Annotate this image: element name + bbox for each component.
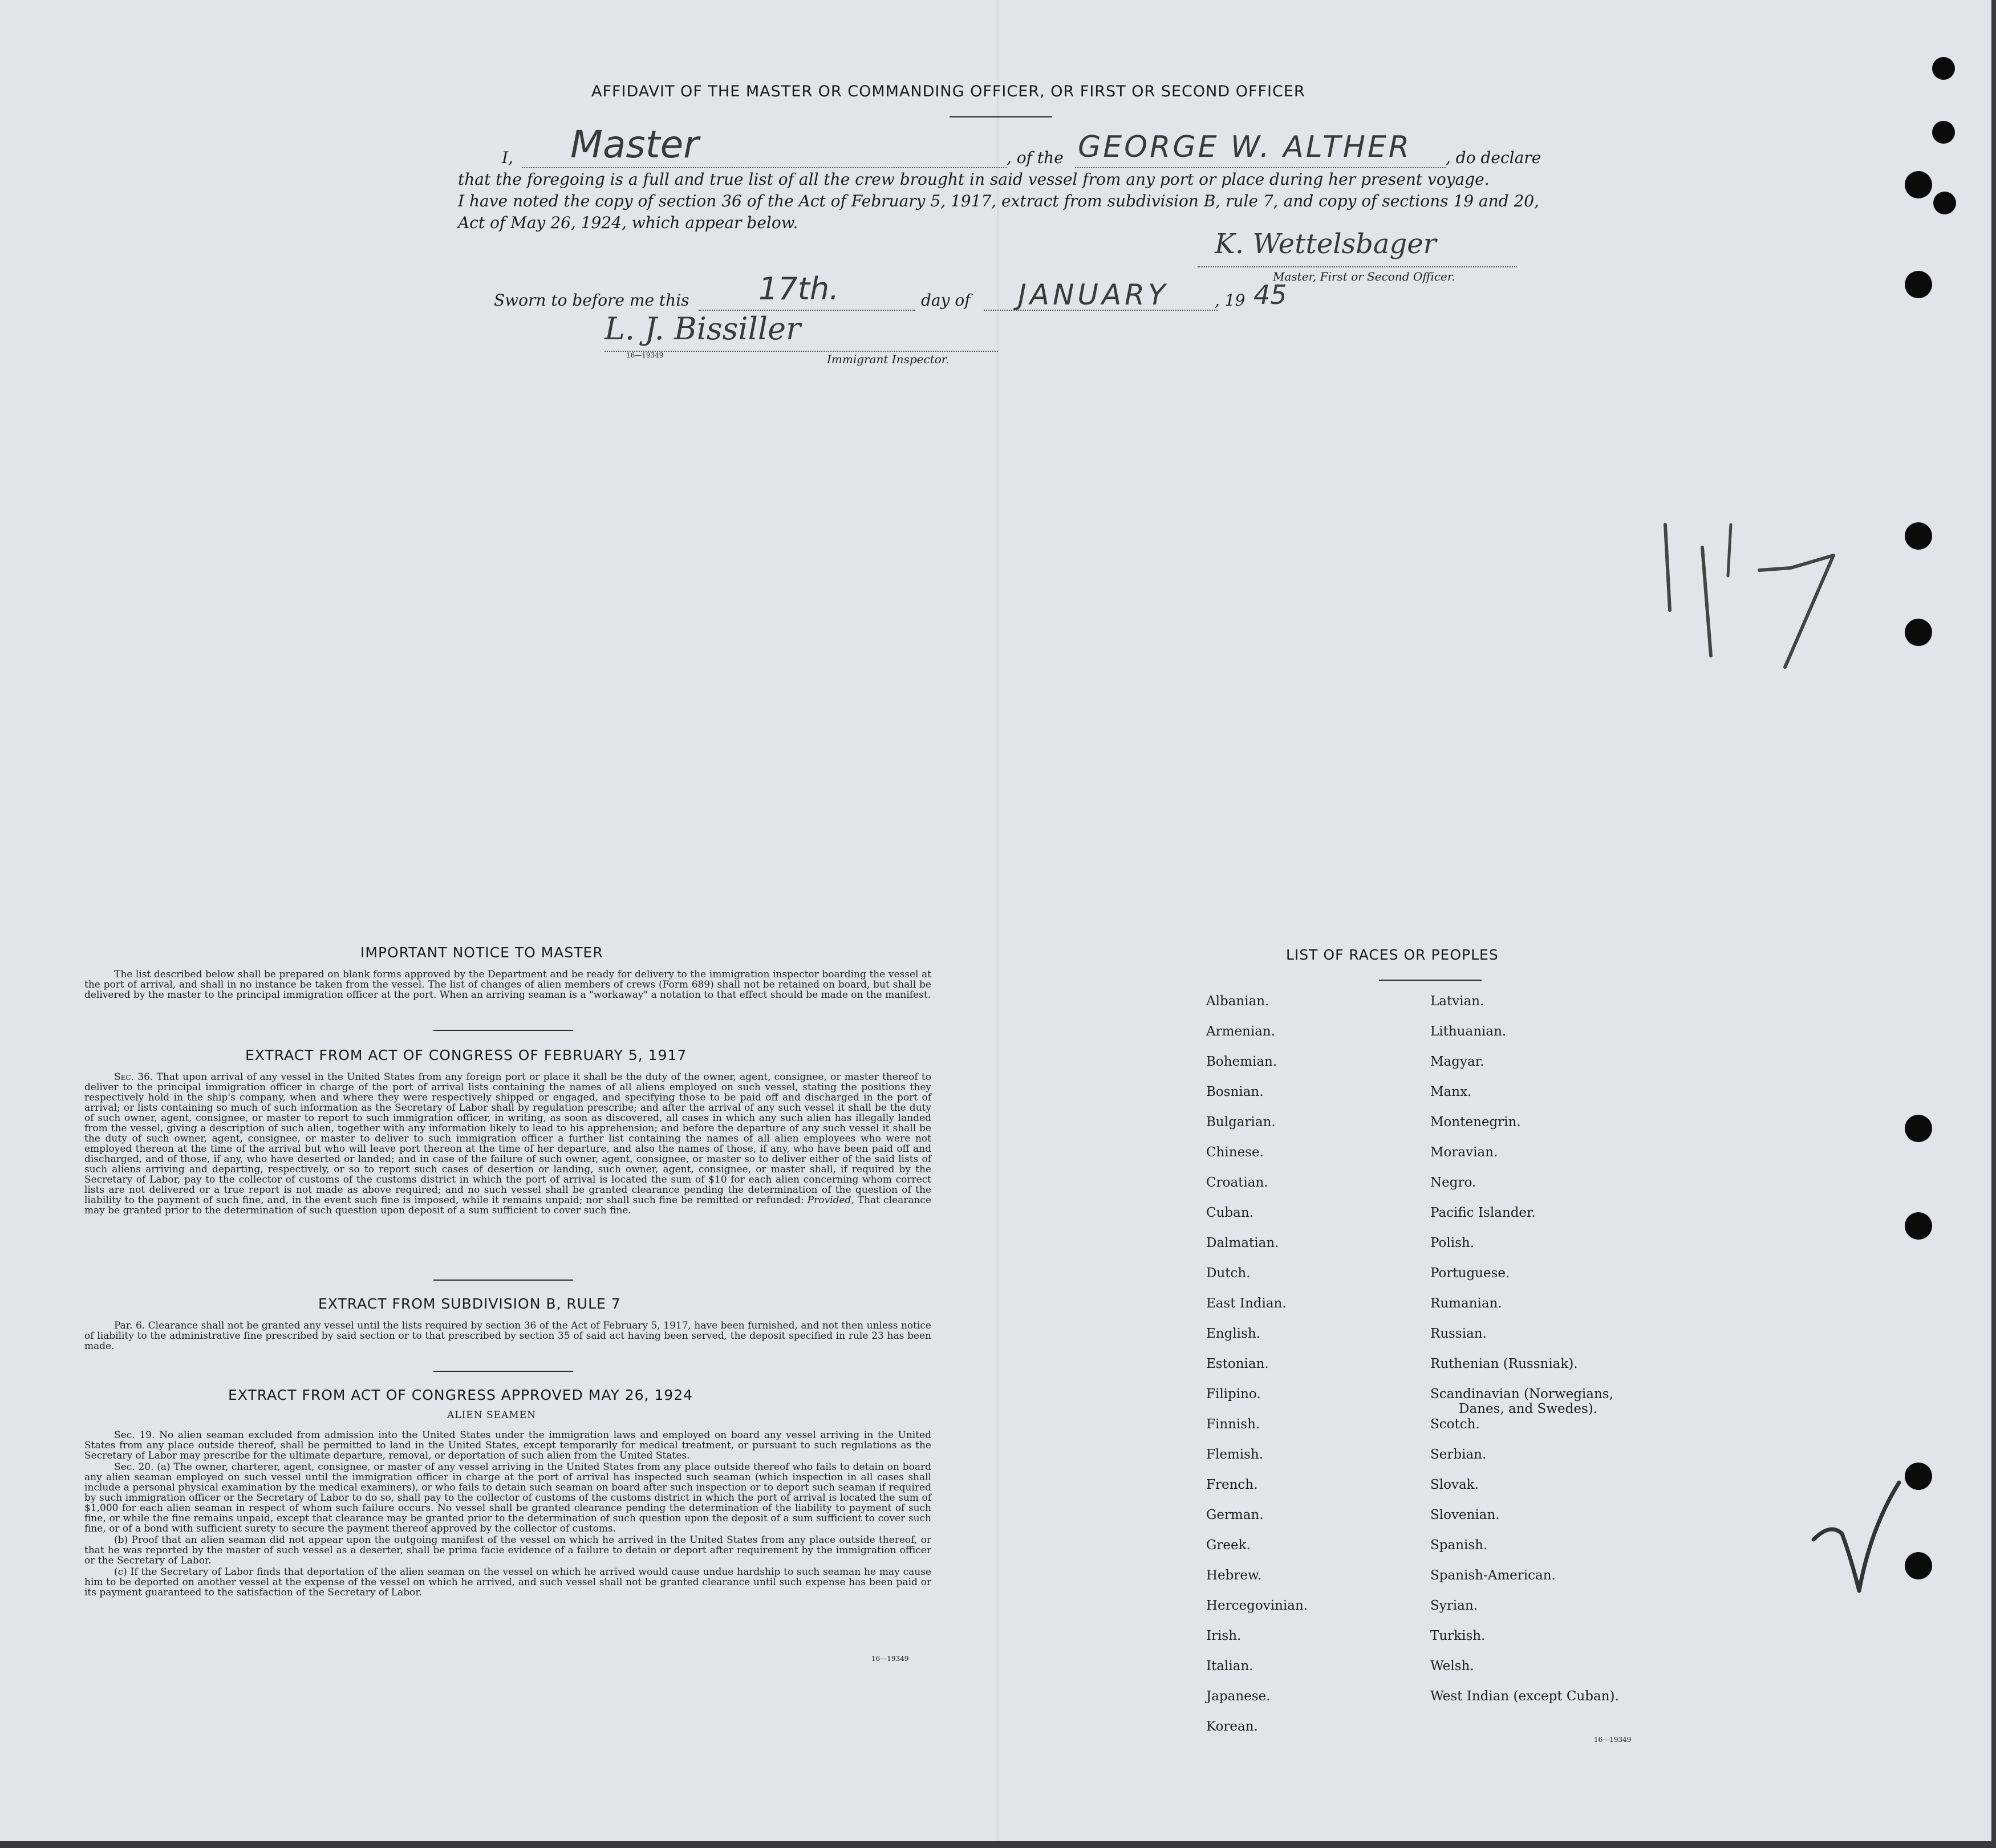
master-blank bbox=[522, 167, 1007, 168]
races-right-column bbox=[1430, 994, 1619, 1719]
punch-hole bbox=[1905, 1463, 1932, 1490]
race-item: Turkish. bbox=[1430, 1628, 1486, 1643]
form-number: 16—19349 bbox=[1594, 1736, 1632, 1744]
race-item: Russian. bbox=[1430, 1326, 1487, 1341]
race-item: Lithuanian. bbox=[1430, 1024, 1507, 1039]
punch-hole bbox=[1905, 271, 1932, 298]
form-number: 16—19349 bbox=[626, 351, 664, 359]
margin-note-1-17 bbox=[1642, 513, 1848, 684]
extract-1917-title: EXTRACT FROM ACT OF CONGRESS OF FEBRUARY 5, 1917 bbox=[245, 1047, 687, 1063]
check-mark bbox=[1808, 1477, 1905, 1602]
inspector-blank bbox=[605, 351, 998, 352]
race-item-line: Danes, and Swedes). bbox=[1459, 1402, 1598, 1416]
races-left-column bbox=[1206, 994, 1308, 1749]
sec-20b: (b) Proof that an alien seaman did not appear upon the outgoing manifest of the vessel on which he arrived in the United States from any place outside thereof, or that he was reported by the master of such vessel as a deserter, shall be prima facie evidence of a failure to detain or deport after requirement by the immigration officer or the Secretary of Labor. bbox=[84, 1534, 931, 1566]
race-item: Dutch. bbox=[1206, 1266, 1251, 1281]
affidavit-line-2: that the foregoing is a full and true list of all the crew brought in said vessel from any port or place during her present voyage. bbox=[458, 170, 1490, 189]
race-item: Polish. bbox=[1430, 1236, 1475, 1250]
year-handwritten: 45 bbox=[1253, 279, 1287, 310]
race-item-line: Scandinavian (Norwegians, bbox=[1430, 1387, 1613, 1402]
affidavit-i: I, bbox=[502, 148, 513, 167]
race-item: Latvian. bbox=[1430, 994, 1484, 1009]
race-item: Hercegovinian. bbox=[1206, 1598, 1308, 1613]
punch-hole bbox=[1933, 192, 1956, 214]
signature-blank bbox=[1198, 266, 1517, 267]
race-item: Welsh. bbox=[1430, 1659, 1474, 1674]
race-item: Ruthenian (Russniak). bbox=[1430, 1356, 1578, 1371]
notice-text bbox=[84, 969, 931, 1000]
race-item: Scotch. bbox=[1430, 1417, 1480, 1432]
race-item: Dalmatian. bbox=[1206, 1236, 1279, 1250]
punch-hole bbox=[1932, 121, 1955, 144]
race-item: Finnish. bbox=[1206, 1417, 1260, 1432]
race-item: Bulgarian. bbox=[1206, 1115, 1276, 1130]
extract-1924-text bbox=[84, 1430, 931, 1599]
race-item: Slovak. bbox=[1430, 1477, 1479, 1492]
master-signature-caption: Master, First or Second Officer. bbox=[1273, 270, 1455, 283]
punch-hole bbox=[1905, 1552, 1932, 1579]
of-the-label: , of the bbox=[1007, 148, 1064, 167]
punch-hole bbox=[1905, 522, 1932, 550]
race-item: Armenian. bbox=[1206, 1024, 1276, 1039]
rule-7-title: EXTRACT FROM SUBDIVISION B, RULE 7 bbox=[318, 1295, 621, 1312]
month-handwritten: JANUARY bbox=[1018, 278, 1169, 311]
divider bbox=[433, 1030, 573, 1031]
divider bbox=[433, 1371, 573, 1372]
race-item: Estonian. bbox=[1206, 1356, 1269, 1371]
race-item: Irish. bbox=[1206, 1628, 1242, 1643]
rule-7-text bbox=[84, 1321, 931, 1351]
race-item: Chinese. bbox=[1206, 1145, 1264, 1160]
alien-seamen-subtitle: ALIEN SEAMEN bbox=[447, 1410, 536, 1421]
sec-20c: (c) If the Secretary of Labor finds that deportation of the alien seaman on the vessel on which he arrived would cause undue hardship to such seaman he may cause him to be deported on another vessel at the expense of the vessel on which he arrived, and such vessel shall not be granted clearance until such expense has been paid or its payment guaranteed to the satisfaction of the Secretary of Labor. bbox=[84, 1566, 931, 1598]
race-item: Filipino. bbox=[1206, 1387, 1261, 1402]
proviso-text: That clearance may be granted prior to the determination of such question upon deposit of a sum sufficient to cover such fine. bbox=[84, 1195, 931, 1216]
affidavit-title: AFFIDAVIT OF THE MASTER OR COMMANDING OFFICER, OR FIRST OR SECOND OFFICER bbox=[591, 83, 1305, 100]
race-item: Portuguese. bbox=[1430, 1266, 1510, 1281]
divider bbox=[433, 1280, 573, 1281]
affidavit-line-4: Act of May 26, 1924, which appear below. bbox=[458, 213, 798, 232]
section-label: Sec. 36. bbox=[114, 1071, 153, 1083]
race-item: Moravian. bbox=[1430, 1145, 1498, 1160]
race-item: Japanese. bbox=[1206, 1689, 1271, 1704]
master-signature: K. Wettelsbager bbox=[1215, 228, 1437, 260]
punch-hole bbox=[1905, 1115, 1932, 1142]
race-item: French. bbox=[1206, 1477, 1258, 1492]
rule-7-body: Par. 6. Clearance shall not be granted any vessel until the lists required by section 36 of the Act of February 5, 1917, have been furnished, and not then unless notice of liability to the administrative fine prescribed by said section or to that prescribed by section 35 of said act having been served, the deposit specified in rule 23 has been made. bbox=[84, 1320, 931, 1352]
fold-line bbox=[997, 0, 999, 1848]
proviso-label: Provided, bbox=[807, 1195, 854, 1206]
race-item bbox=[1430, 1387, 1619, 1417]
race-item: German. bbox=[1206, 1508, 1264, 1522]
race-item: Negro. bbox=[1430, 1175, 1476, 1190]
sec-19: Sec. 19. No alien seaman excluded from admission into the United States under the immigration laws and employed on board any vessel arriving in the United States from any place outside thereof, shall be permitted to land in the United States, except temporarily for medical treatment, or pursuant to such regulations as the Secretary of Labor may prescribe for the ultimate departure, removal, or deportation of such alien from the United States. bbox=[84, 1429, 931, 1461]
races-title: LIST OF RACES OR PEOPLES bbox=[1286, 947, 1499, 963]
race-item: Spanish. bbox=[1430, 1538, 1488, 1553]
notice-body: The list described below shall be prepared on blank forms approved by the Department and be ready for delivery to the immigration inspector boarding the vessel at the port of arrival, and shall in no instance be taken from the vessel. The list of changes of alien members of crews (Form 689) shall not be retained on board, but shall be delivered by the master to the principal immigration officer at the port. When an arriving seaman is a "workaway" a notation to that effect should be made on the manifest. bbox=[84, 969, 931, 1001]
race-item: Flemish. bbox=[1206, 1447, 1264, 1462]
race-item: Serbian. bbox=[1430, 1447, 1487, 1462]
race-item: Rumanian. bbox=[1430, 1296, 1502, 1311]
vessel-blank bbox=[1075, 167, 1446, 168]
extract-1917-text bbox=[84, 1072, 931, 1216]
notice-title: IMPORTANT NOTICE TO MASTER bbox=[360, 944, 603, 961]
race-item: Magyar. bbox=[1430, 1054, 1484, 1069]
race-item: West Indian (except Cuban). bbox=[1430, 1689, 1619, 1704]
race-item: Syrian. bbox=[1430, 1598, 1478, 1613]
race-item: Manx. bbox=[1430, 1085, 1472, 1099]
race-item: English. bbox=[1206, 1326, 1260, 1341]
race-item: Cuban. bbox=[1206, 1205, 1253, 1220]
affidavit-line-3: I have noted the copy of section 36 of the Act of February 5, 1917, extract from subdivision B, rule 7, and copy of sections 19 and 20, bbox=[458, 192, 1540, 210]
race-item: Greek. bbox=[1206, 1538, 1251, 1553]
scan-edge-bottom bbox=[0, 1841, 1996, 1848]
vessel-name-handwritten: GEORGE W. ALTHER bbox=[1078, 130, 1411, 164]
year-prefix: , 19 bbox=[1215, 291, 1246, 310]
race-item: Croatian. bbox=[1206, 1175, 1268, 1190]
race-item: Albanian. bbox=[1206, 994, 1269, 1009]
race-item: Bosnian. bbox=[1206, 1085, 1264, 1099]
race-item: Slovenian. bbox=[1430, 1508, 1500, 1522]
scan-edge-right bbox=[1991, 0, 1996, 1848]
extract-1924-title: EXTRACT FROM ACT OF CONGRESS APPROVED MAY 26, 1924 bbox=[228, 1387, 693, 1403]
day-of-label: day of bbox=[921, 291, 971, 310]
race-item: Spanish-American. bbox=[1430, 1568, 1556, 1583]
punch-hole bbox=[1905, 1212, 1932, 1240]
divider bbox=[950, 116, 1052, 117]
do-declare-label: , do declare bbox=[1446, 148, 1541, 167]
sworn-day-handwritten: 17th. bbox=[758, 271, 839, 307]
inspector-signature: L. J. Bissiller bbox=[605, 311, 801, 347]
race-item: Korean. bbox=[1206, 1719, 1258, 1734]
race-item: Montenegrin. bbox=[1430, 1115, 1521, 1130]
punch-hole bbox=[1932, 57, 1955, 80]
race-item: Italian. bbox=[1206, 1659, 1253, 1674]
race-item: Hebrew. bbox=[1206, 1568, 1262, 1583]
punch-hole bbox=[1905, 171, 1932, 198]
race-item: Pacific Islander. bbox=[1430, 1205, 1536, 1220]
sworn-label: Sworn to before me this bbox=[494, 291, 689, 310]
divider bbox=[1379, 980, 1482, 981]
race-item: Bohemian. bbox=[1206, 1054, 1277, 1069]
race-item: East Indian. bbox=[1206, 1296, 1287, 1311]
form-number: 16—19349 bbox=[871, 1655, 909, 1663]
master-handwritten: Master bbox=[570, 123, 699, 166]
inspector-caption: Immigrant Inspector. bbox=[827, 352, 950, 366]
extract-1917-body: That upon arrival of any vessel in the United States from any foreign port or place it shall be the duty of the owner, agent, consignee, or master thereof to deliver to the principal immigration officer in charge of the port of arrival lists containing the names of all aliens employed on such vessel, stating the positions they respectively hold in the ship's company, when and where they were respectively shipped or engaged, and specifying those to be paid off and discharged in the port of arrival; or lists containing so much of such information as the Secretary of Labor shall by regulation prescribe; and after the arrival of any such vessel it shall be the duty of such owner, agent, consignee, or master to report to such immigration officer, in writing, as soon as discovered, all cases in which any such alien has illegally landed from the vessel, giving a description of such alien, together with any information likely to lead to his apprehension; and before the departure of any such vessel it shall be the duty of such owner, agent, consignee, or master to deliver to such immigration officer a further list containing the names of all alien employees who were not employed thereon at the time of the arrival but who will leave port thereon at the time of her departure, and also the names of those, if any, who have been paid off and discharged, and of those, if any, who have deserted or landed; and in case of the failure of such owner, agent, consignee, or master so to deliver either of the said lists of such aliens arriving and departing, respectively, or so to report such cases of desertion or landing, such owner, agent, consignee, or master shall, if required by the Secretary of Labor, pay to the collector of customs of the customs district in which the port of arrival is located the sum of $10 for each alien concerning whom correct lists are not delivered or a true report is not made as above required; and no such vessel shall be granted clearance pending the determination of the question of the liability to the payment of such fine, and, in the event such fine is imposed, while it remains unpaid; nor shall such fine be remitted or refunded: bbox=[84, 1071, 931, 1206]
punch-hole bbox=[1905, 619, 1932, 646]
sec-20a: Sec. 20. (a) The owner, charterer, agent, consignee, or master of any vessel arriving in the United States from any place outside thereof who fails to detain on board any alien seaman employed on such vessel until the immigration officer in charge at the port of arrival has inspected such seaman (which inspection in all cases shall include a personal physical examination by the medical examiners), or who fails to detain such seaman on board after such inspection or to deport such seaman if required by such immigration officer or the Secretary of Labor to do so, shall pay to the collector of customs of the customs district in which the port of arrival is located the sum of $1,000 for each alien seaman in respect of whom such failure occurs. No vessel shall be granted clearance pending the determination of the liability to payment of such fine, or while the fine remains unpaid, except that clearance may be granted prior to the determination of such question upon the deposit of a sum sufficient to cover such fine, or of a bond with sufficient surety to secure the payment thereof approved by the collector of customs. bbox=[84, 1461, 931, 1534]
